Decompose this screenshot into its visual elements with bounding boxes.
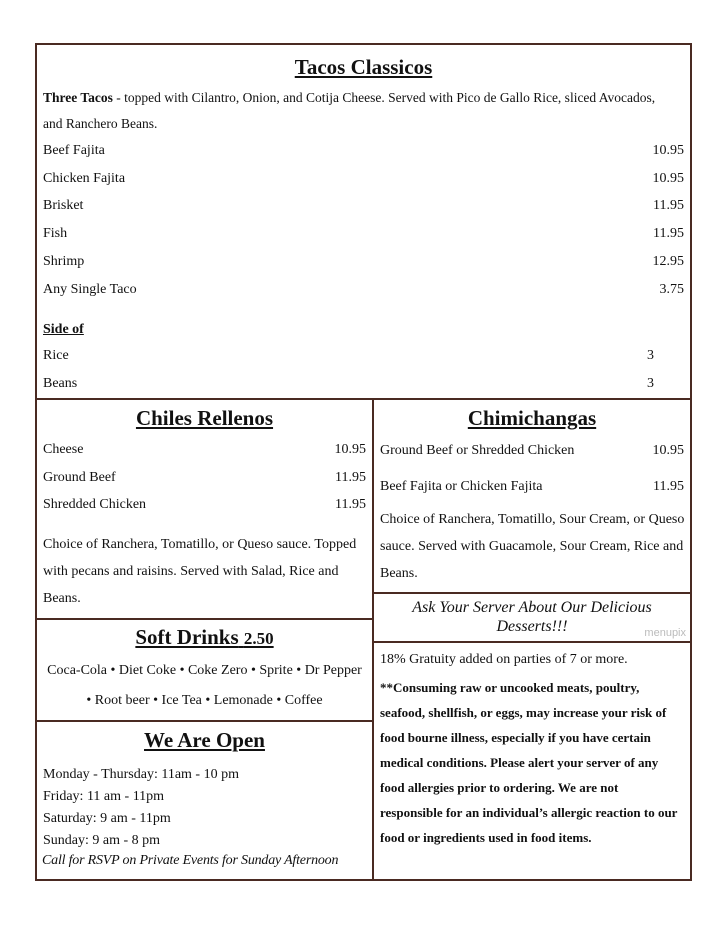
section-title: Chiles Rellenos — [135, 406, 274, 430]
watermark: menupix — [644, 627, 686, 639]
drinks-title: Soft Drinks — [135, 625, 239, 649]
section-title — [37, 625, 372, 650]
section-title: Chimichangas — [467, 406, 597, 430]
item-name: Rice — [43, 348, 69, 363]
item-price: 10.95 — [652, 143, 684, 158]
desc-bold: Three Tacos — [43, 90, 113, 105]
item-name: Ground Beef — [43, 469, 116, 485]
menu-item — [43, 171, 684, 187]
item-name: Beef Fajita — [43, 143, 105, 158]
gratuity-note: 18% Gratuity added on parties of 7 or more. — [380, 652, 628, 667]
item-price: 11.95 — [335, 469, 366, 485]
menu-item — [43, 143, 684, 159]
chimi-section — [372, 398, 692, 594]
item-price: 3 — [647, 348, 654, 363]
section-title: Tacos Classicos — [294, 55, 433, 79]
menu-item — [43, 226, 684, 242]
item-name: Brisket — [43, 198, 84, 214]
chiles-section — [35, 398, 374, 620]
section-title: We Are Open — [144, 728, 265, 752]
item-price: 3 — [647, 376, 654, 391]
tacos-section — [35, 43, 692, 400]
menu-item — [43, 282, 684, 298]
item-name: Shrimp — [43, 253, 85, 269]
item-price: 11.95 — [653, 226, 684, 242]
menu-item — [43, 348, 654, 364]
menu-item — [43, 198, 684, 214]
hours-note: Call for RSVP on Private Events for Sunday Afternoon — [42, 853, 339, 868]
hours-section — [35, 720, 374, 881]
desc-text: - topped with Cilantro, Onion, and Cotija Cheese. Served with Pico de Gallo Rice, sliced Avocados, and Ranchero Beans. — [43, 90, 656, 131]
menu-item — [380, 443, 684, 459]
tacos-description — [43, 85, 670, 137]
menu-item — [380, 479, 684, 495]
menu-item — [43, 376, 654, 392]
menu-item — [43, 470, 366, 486]
drinks-section — [35, 618, 374, 722]
drinks-list: Coca-Cola • Diet Coke • Coke Zero • Sprite • Dr Pepper • Root beer • Ice Tea • Lemonade • Coffee — [47, 663, 362, 708]
hours-line: Monday - Thursday: 11am - 10 pm — [43, 767, 239, 782]
notes-section — [372, 627, 692, 881]
item-name: Shredded Chicken — [43, 497, 147, 512]
hours-line: Friday: 11 am - 11pm — [43, 789, 165, 804]
item-name: Any Single Taco — [43, 281, 137, 297]
menu-item — [43, 254, 684, 270]
hours-line: Saturday: 9 am - 11pm — [43, 811, 171, 826]
item-price: 11.95 — [335, 497, 366, 512]
drinks-price: 2.50 — [243, 629, 274, 648]
item-price: 10.95 — [652, 443, 684, 458]
item-name: Beans — [43, 376, 78, 391]
menu-item — [43, 497, 366, 513]
menu-item — [43, 442, 366, 458]
item-price: 12.95 — [652, 253, 684, 269]
desserts-note: Ask Your Server About Our Delicious Desserts!!! — [412, 599, 652, 635]
chiles-description: Choice of Ranchera, Tomatillo, or Queso sauce. Topped with pecans and raisins. Served with Salad, Rice and Beans. — [43, 537, 357, 606]
item-price: 10.95 — [652, 170, 684, 186]
item-name: Cheese — [43, 442, 84, 457]
chimi-description: Choice of Ranchera, Tomatillo, Sour Cream, or Queso sauce. Served with Guacamole, Sour Cream, Rice and Beans. — [380, 512, 685, 581]
item-name: Fish — [43, 226, 68, 242]
item-price: 11.95 — [653, 479, 684, 494]
item-price: 10.95 — [334, 442, 366, 457]
item-name: Ground Beef or Shredded Chicken — [380, 443, 575, 458]
item-name: Chicken Fajita — [43, 170, 126, 186]
side-title: Side of — [43, 322, 84, 337]
item-price: 11.95 — [653, 198, 684, 214]
item-price: 3.75 — [659, 281, 684, 297]
hours-line: Sunday: 9 am - 8 pm — [43, 833, 161, 848]
item-name: Beef Fajita or Chicken Fajita — [380, 479, 543, 494]
allergy-warning: **Consuming raw or uncooked meats, poultry, seafood, shellfish, or eggs, may increase your risk of food bourne illness, especially if you have certain medical conditions. Please alert your server of any food allergies prior to ordering. We are not responsible for an individual’s allergic reaction to our food or ingredients used in food items. — [380, 680, 678, 845]
